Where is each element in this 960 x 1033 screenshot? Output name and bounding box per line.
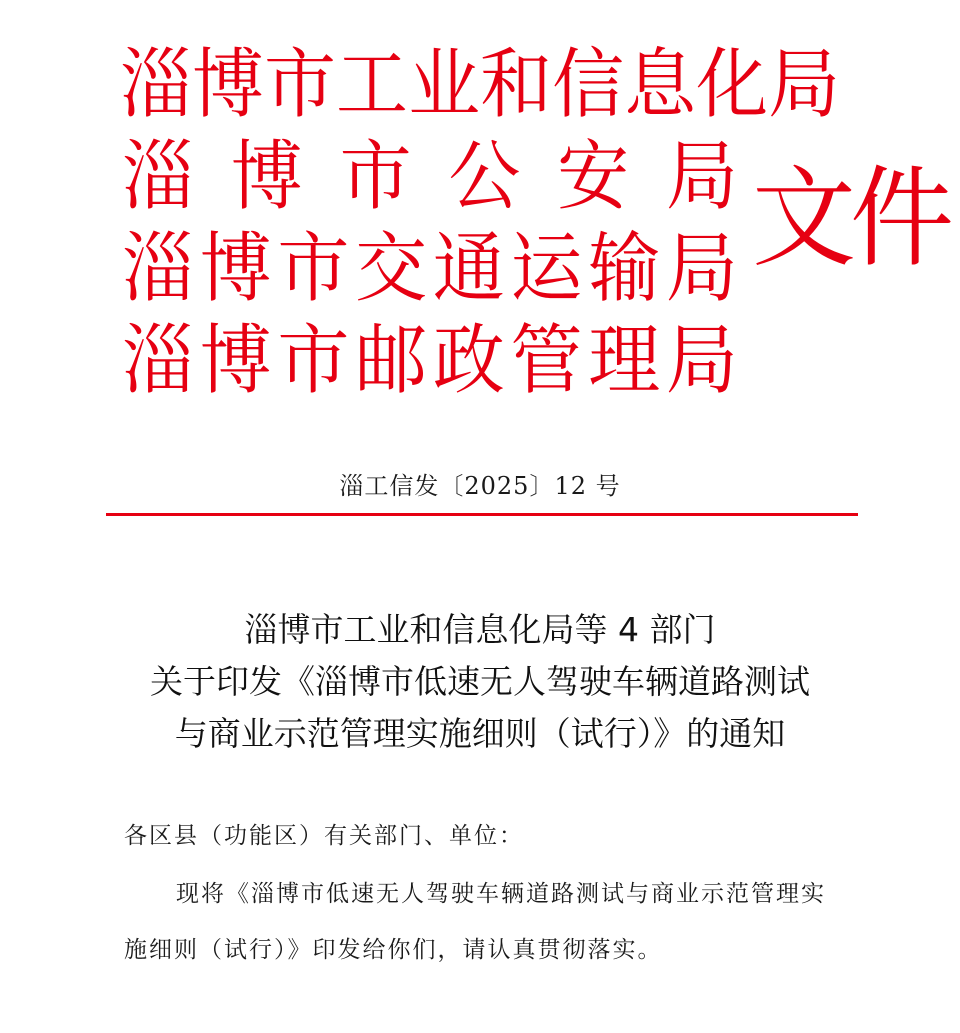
org-char: 淄 — [120, 39, 193, 129]
org-char: 业 — [408, 39, 481, 129]
title-line-2: 关于印发《淄博市低速无人驾驶车辆道路测试 — [150, 662, 810, 701]
org-char: 淄 — [121, 315, 194, 405]
title-line-1: 淄博市工业和信息化局等 4 部门 — [244, 610, 716, 649]
notice-title — [0, 604, 960, 760]
org-char: 和 — [480, 39, 553, 129]
document-number: 淄工信发〔2025〕12 号 — [339, 472, 621, 500]
org-char: 淄 — [121, 131, 194, 221]
org-line-2 — [120, 127, 740, 225]
org-char: 安 — [557, 131, 630, 221]
org-char: 工 — [336, 39, 409, 129]
org-char: 化 — [696, 39, 769, 129]
org-line-3 — [120, 219, 740, 317]
org-char: 输 — [588, 223, 661, 313]
org-char: 管 — [510, 315, 583, 405]
org-char: 博 — [230, 131, 303, 221]
body-line-1: 现将《淄博市低速无人驾驶车辆道路测试与商业示范管理实 — [176, 881, 826, 907]
org-char: 局 — [665, 131, 738, 221]
title-line-3: 与商业示范管理实施细则（试行）》的通知 — [174, 714, 786, 753]
org-char: 淄 — [121, 223, 194, 313]
org-char: 运 — [510, 223, 583, 313]
org-char: 市 — [339, 131, 412, 221]
org-char: 理 — [588, 315, 661, 405]
org-char: 信 — [552, 39, 625, 129]
org-char: 博 — [199, 315, 272, 405]
salutation: 各区县（功能区）有关部门、单位： — [124, 823, 524, 849]
org-char: 局 — [665, 315, 738, 405]
org-char: 政 — [432, 315, 505, 405]
org-char: 通 — [432, 223, 505, 313]
red-divider-line — [106, 513, 858, 516]
org-char: 息 — [624, 39, 697, 129]
body-paragraph — [124, 866, 864, 978]
org-char: 博 — [199, 223, 272, 313]
org-char: 交 — [355, 223, 428, 313]
masthead — [120, 38, 841, 406]
org-char: 博 — [192, 39, 265, 129]
org-char: 邮 — [355, 315, 428, 405]
org-char: 市 — [277, 223, 350, 313]
body-line-2: 施细则（试行）》印发给你们，请认真贯彻落实。 — [124, 937, 663, 963]
org-char: 局 — [665, 223, 738, 313]
org-char: 市 — [264, 39, 337, 129]
document-word: 文件 — [752, 153, 949, 283]
org-char: 市 — [277, 315, 350, 405]
org-char: 公 — [448, 131, 521, 221]
org-char: 局 — [768, 39, 841, 129]
org-line-1 — [120, 35, 841, 133]
org-line-4 — [120, 311, 740, 409]
